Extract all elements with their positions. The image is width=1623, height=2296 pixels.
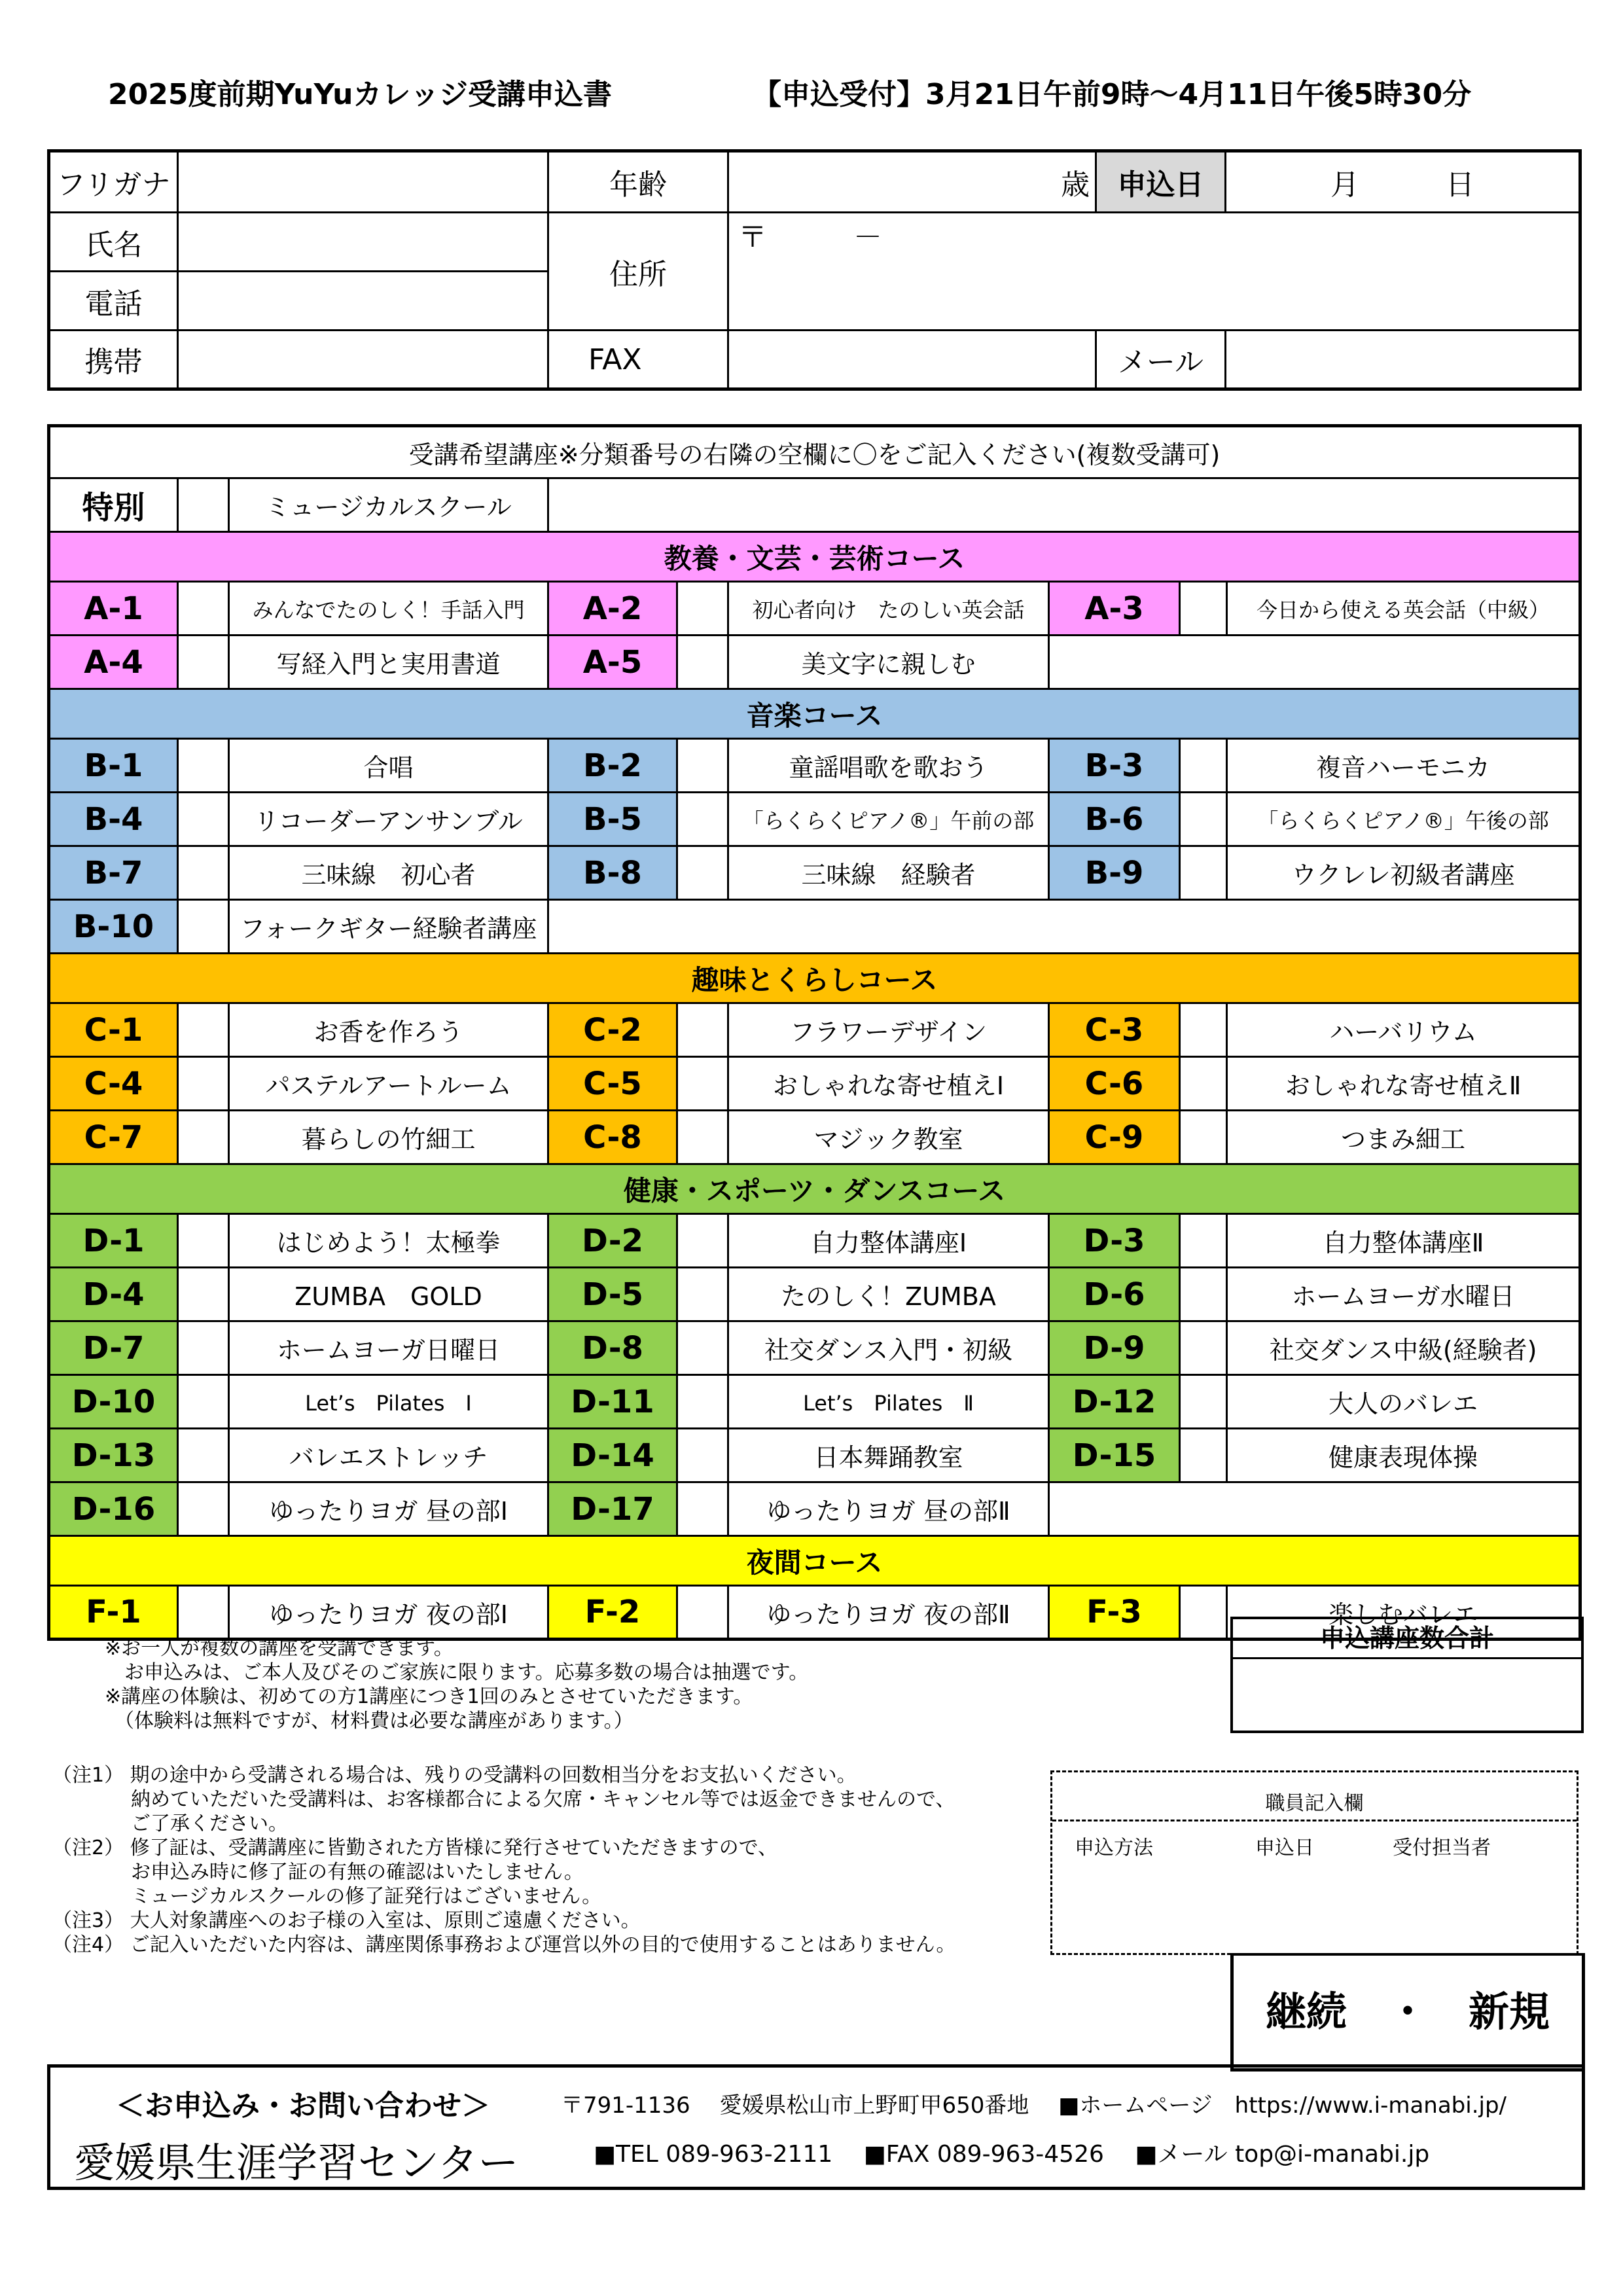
course-row (49, 582, 1580, 636)
course-name: ホームヨーガ水曜日 (1227, 1268, 1580, 1321)
course-name: 合唱 (229, 739, 548, 793)
empty-cell (1049, 1482, 1580, 1536)
course-name: 複音ハーモニカ (1227, 739, 1580, 793)
course-check-box[interactable] (1180, 1057, 1227, 1111)
course-row (49, 1268, 1580, 1321)
course-code: D-8 (548, 1321, 677, 1375)
course-check-box[interactable] (1180, 1268, 1227, 1321)
course-name: 自力整体講座Ⅰ (728, 1214, 1049, 1268)
course-row (49, 1429, 1580, 1482)
apply-date-field[interactable]: 月 日 (1226, 151, 1580, 213)
course-code: B-6 (1049, 793, 1180, 846)
course-name: マジック教室 (728, 1111, 1049, 1164)
course-code: C-7 (49, 1111, 178, 1164)
section-title: 趣味とくらしコース (49, 954, 1580, 1003)
contact-address: 〒791-1136 愛媛県松山市上野町甲650番地 ■ホームページ https://www.i-manabi.jp/ (561, 2092, 1507, 2119)
course-name: 社交ダンス入門・初級 (728, 1321, 1049, 1375)
course-check-box[interactable] (677, 582, 728, 636)
staff-date-label: 申込日 (1255, 1837, 1314, 1859)
course-name: ゆったりヨガ 昼の部Ⅰ (229, 1482, 548, 1536)
organization-name: 愛媛県生涯学習センター (74, 2139, 519, 2187)
phone-label: 電話 (49, 272, 178, 331)
mail-field[interactable] (1226, 331, 1580, 389)
course-check-box[interactable] (1180, 1321, 1227, 1375)
course-name: 初心者向け たのしい英会話 (728, 582, 1049, 636)
course-code: C-6 (1049, 1057, 1180, 1111)
course-code: D-14 (548, 1429, 677, 1482)
fax-field[interactable] (728, 331, 1096, 389)
course-check-box[interactable] (178, 1375, 229, 1429)
course-row (49, 1057, 1580, 1111)
course-check-box[interactable] (1180, 1003, 1227, 1057)
course-name: 三味線 初心者 (229, 846, 548, 900)
course-name: みんなでたのしく！手話入門 (229, 582, 548, 636)
section-title: 健康・スポーツ・ダンスコース (49, 1164, 1580, 1214)
course-row (49, 846, 1580, 900)
course-check-box[interactable] (178, 1111, 229, 1164)
course-code: B-10 (49, 900, 178, 954)
course-check-box[interactable] (178, 1321, 229, 1375)
staff-use-title: 職員記入欄 (1265, 1792, 1364, 1815)
course-row (49, 1214, 1580, 1268)
course-check-box[interactable] (1180, 1586, 1227, 1640)
course-check-box[interactable] (677, 1057, 728, 1111)
course-check-box[interactable] (677, 1268, 728, 1321)
address-label: 住所 (548, 213, 728, 331)
course-check-box[interactable] (1180, 1429, 1227, 1482)
mobile-label: 携帯 (49, 331, 178, 389)
course-check-box[interactable] (1180, 1111, 1227, 1164)
course-check-box[interactable] (1180, 582, 1227, 636)
course-check-box[interactable] (178, 793, 229, 846)
staff-divider (1052, 1820, 1577, 1821)
course-check-box[interactable] (677, 1003, 728, 1057)
phone-field[interactable] (178, 272, 548, 331)
course-check-box[interactable] (677, 846, 728, 900)
application-period: 【申込受付】3月21日午前9時～4月11日午後5時30分 (753, 78, 1472, 111)
course-code: D-7 (49, 1321, 178, 1375)
course-code: C-9 (1049, 1111, 1180, 1164)
empty-cell (548, 478, 1580, 532)
continue-new-box[interactable]: 継続 ・ 新規 (1230, 1953, 1585, 2072)
course-check-box[interactable] (677, 739, 728, 793)
course-code: D-4 (49, 1268, 178, 1321)
notes-details: （注1） 期の途中から受講される場合は、残りの受講料の回数相当分をお支払いください。 納めていただいた受講料は、お客様都合による欠席・キャンセル等では返金できませんので、 ご了承ください。 （注2） 修了証は、受講講座に皆勤された方皆様に発行させていただきますので、 お申込み時に修了証の有無の確認はいたしません。 ミュージカルスクールの修了証発行はございません。 （注3） 大人対象講座へのお子様の入室は、原則ご遠慮ください。 （注4） ご記入いただいた内容は、講座関係事務および運営以外の目的で使用することはありません。 (52, 1764, 956, 1956)
course-row (49, 739, 1580, 793)
course-name: ゆったりヨガ 夜の部Ⅰ (229, 1586, 548, 1640)
course-code: C-2 (548, 1003, 677, 1057)
course-check-box[interactable] (178, 582, 229, 636)
course-check-box[interactable] (677, 1214, 728, 1268)
age-unit: 歳 (1061, 168, 1090, 202)
course-name: 健康表現体操 (1227, 1429, 1580, 1482)
age-label: 年齢 (548, 151, 728, 213)
course-name: つまみ細工 (1227, 1111, 1580, 1164)
course-name: フォークギター経験者講座 (229, 900, 548, 954)
course-row (49, 1111, 1580, 1164)
applicant-info-table (47, 149, 1582, 391)
course-name: 自力整体講座Ⅱ (1227, 1214, 1580, 1268)
course-name: Let’s Pilates Ⅱ (728, 1375, 1049, 1429)
course-code: D-13 (49, 1429, 178, 1482)
course-row (49, 1321, 1580, 1375)
course-code: A-3 (1049, 582, 1180, 636)
course-code: B-9 (1049, 846, 1180, 900)
course-name: ハーバリウム (1227, 1003, 1580, 1057)
fax-label: FAX (548, 331, 728, 389)
special-code: 特別 (49, 478, 178, 532)
section-title: 音楽コース (49, 689, 1580, 739)
course-row (49, 1003, 1580, 1057)
course-code: D-3 (1049, 1214, 1180, 1268)
course-check-box[interactable] (677, 793, 728, 846)
course-code: D-16 (49, 1482, 178, 1536)
course-name: 「らくらくピアノ®」午後の部 (1227, 793, 1580, 846)
course-code: B-8 (548, 846, 677, 900)
course-name: おしゃれな寄せ植えⅠ (728, 1057, 1049, 1111)
special-course-name: ミュージカルスクール (229, 478, 548, 532)
section-title: 教養・文芸・芸術コース (49, 532, 1580, 582)
name-field[interactable] (178, 213, 548, 272)
course-name: たのしく！ZUMBA (728, 1268, 1049, 1321)
course-code: C-1 (49, 1003, 178, 1057)
course-code: B-1 (49, 739, 178, 793)
contact-heading: ＜お申込み・お問い合わせ＞ (116, 2089, 490, 2123)
staff-use-box (1050, 1770, 1578, 1955)
name-label: 氏名 (49, 213, 178, 272)
empty-cell (1049, 636, 1580, 689)
course-name: フラワーデザイン (728, 1003, 1049, 1057)
course-code: C-8 (548, 1111, 677, 1164)
course-check-box[interactable] (677, 1429, 728, 1482)
course-check-box[interactable] (178, 1268, 229, 1321)
course-check-box[interactable] (178, 900, 229, 954)
section-title: 夜間コース (49, 1536, 1580, 1586)
course-row (49, 900, 1580, 954)
course-check-box[interactable] (178, 636, 229, 689)
course-name: お香を作ろう (229, 1003, 548, 1057)
age-field[interactable] (728, 151, 1096, 213)
course-row (49, 636, 1580, 689)
empty-cell (548, 900, 1580, 954)
course-code: A-1 (49, 582, 178, 636)
course-check-box[interactable] (178, 1482, 229, 1536)
furigana-field[interactable] (178, 151, 548, 213)
course-code: A-4 (49, 636, 178, 689)
total-courses-field[interactable] (1233, 1659, 1581, 1730)
course-code: D-17 (548, 1482, 677, 1536)
course-check-box[interactable] (1180, 739, 1227, 793)
form-title: 2025度前期YuYuカレッジ受講申込書 (108, 78, 612, 111)
course-check-box[interactable] (178, 846, 229, 900)
course-code: B-4 (49, 793, 178, 846)
course-check-box[interactable] (1180, 793, 1227, 846)
staff-method-label: 申込方法 (1075, 1837, 1153, 1859)
course-name: 写経入門と実用書道 (229, 636, 548, 689)
course-name: はじめよう！太極拳 (229, 1214, 548, 1268)
course-check-box[interactable] (1180, 1375, 1227, 1429)
course-check-box[interactable] (1180, 846, 1227, 900)
course-code: D-5 (548, 1268, 677, 1321)
course-check-box[interactable] (677, 636, 728, 689)
course-check-box[interactable] (178, 739, 229, 793)
course-name: ゆったりヨガ 昼の部Ⅱ (728, 1482, 1049, 1536)
furigana-label: フリガナ (49, 151, 178, 213)
course-code: D-6 (1049, 1268, 1180, 1321)
course-name: 楽しむバレエ (1227, 1586, 1580, 1640)
course-code: D-12 (1049, 1375, 1180, 1429)
course-check-box[interactable] (677, 1586, 728, 1640)
course-name: バレエストレッチ (229, 1429, 548, 1482)
course-name: 「らくらくピアノ®」午前の部 (728, 793, 1049, 846)
course-check-box[interactable] (178, 1586, 229, 1640)
course-table-header: 受講希望講座※分類番号の右隣の空欄に〇をご記入ください(複数受講可) (49, 426, 1580, 478)
course-row (49, 1482, 1580, 1536)
special-check-box[interactable] (178, 478, 229, 532)
course-name: パステルアートルーム (229, 1057, 548, 1111)
course-check-box[interactable] (178, 1003, 229, 1057)
course-code: C-5 (548, 1057, 677, 1111)
course-code: D-11 (548, 1375, 677, 1429)
course-name: 日本舞踊教室 (728, 1429, 1049, 1482)
mobile-field[interactable] (178, 331, 548, 389)
course-check-box[interactable] (677, 1375, 728, 1429)
address-field[interactable] (728, 213, 1580, 331)
course-code: C-4 (49, 1057, 178, 1111)
staff-person-label: 受付担当者 (1393, 1837, 1491, 1859)
course-code: C-3 (1049, 1003, 1180, 1057)
course-name: ゆったりヨガ 夜の部Ⅱ (728, 1586, 1049, 1640)
course-name: ウクレレ初級者講座 (1227, 846, 1580, 900)
course-code: B-5 (548, 793, 677, 846)
course-code: D-10 (49, 1375, 178, 1429)
course-check-box[interactable] (677, 1321, 728, 1375)
notes-general: ※お一人が複数の講座を受講できます。 お申込みは、ご本人及びそのご家族に限ります。応募多数の場合は抽選です。 ※講座の体験は、初めての方1講座につき1回のみとさせていただきます。 （体験料は無料ですが、材料費は必要な講座があります。） (105, 1637, 809, 1732)
apply-date-label: 申込日 (1096, 151, 1226, 213)
course-check-box[interactable] (677, 1111, 728, 1164)
course-name: 童謡唱歌を歌おう (728, 739, 1049, 793)
course-name: 三味線 経験者 (728, 846, 1049, 900)
course-name: 社交ダンス中級(経験者) (1227, 1321, 1580, 1375)
course-name: おしゃれな寄せ植えⅡ (1227, 1057, 1580, 1111)
course-name: 暮らしの竹細工 (229, 1111, 548, 1164)
course-code: A-5 (548, 636, 677, 689)
course-check-box[interactable] (1180, 1214, 1227, 1268)
course-code: B-3 (1049, 739, 1180, 793)
course-code: A-2 (548, 582, 677, 636)
course-code: D-1 (49, 1214, 178, 1268)
course-code: F-1 (49, 1586, 178, 1640)
mail-label: メール (1096, 331, 1226, 389)
total-courses-box (1230, 1617, 1584, 1733)
course-code: B-7 (49, 846, 178, 900)
course-row (49, 793, 1580, 846)
postal-mark: 〒 － (738, 221, 882, 254)
course-code: F-2 (548, 1586, 677, 1640)
course-name: ホームヨーガ日曜日 (229, 1321, 548, 1375)
course-name: 大人のバレエ (1227, 1375, 1580, 1429)
course-code: D-15 (1049, 1429, 1180, 1482)
course-check-box[interactable] (178, 1429, 229, 1482)
course-code: D-2 (548, 1214, 677, 1268)
course-row (49, 1375, 1580, 1429)
contact-box (47, 2064, 1585, 2190)
course-name: 今日から使える英会話（中級） (1227, 582, 1580, 636)
course-name: リコーダーアンサンブル (229, 793, 548, 846)
course-check-box[interactable] (178, 1214, 229, 1268)
course-name: ZUMBA GOLD (229, 1268, 548, 1321)
course-name: 美文字に親しむ (728, 636, 1049, 689)
course-check-box[interactable] (178, 1057, 229, 1111)
total-courses-label: 申込講座数合計 (1233, 1619, 1581, 1659)
course-code: F-3 (1049, 1586, 1180, 1640)
contact-phone-fax-mail: ■TEL 089-963-2111 ■FAX 089-963-4526 ■メール top@i-manabi.jp (594, 2141, 1430, 2168)
course-name: Let’s Pilates Ⅰ (229, 1375, 548, 1429)
course-code: D-9 (1049, 1321, 1180, 1375)
course-table (47, 424, 1582, 1641)
course-check-box[interactable] (677, 1482, 728, 1536)
course-code: B-2 (548, 739, 677, 793)
